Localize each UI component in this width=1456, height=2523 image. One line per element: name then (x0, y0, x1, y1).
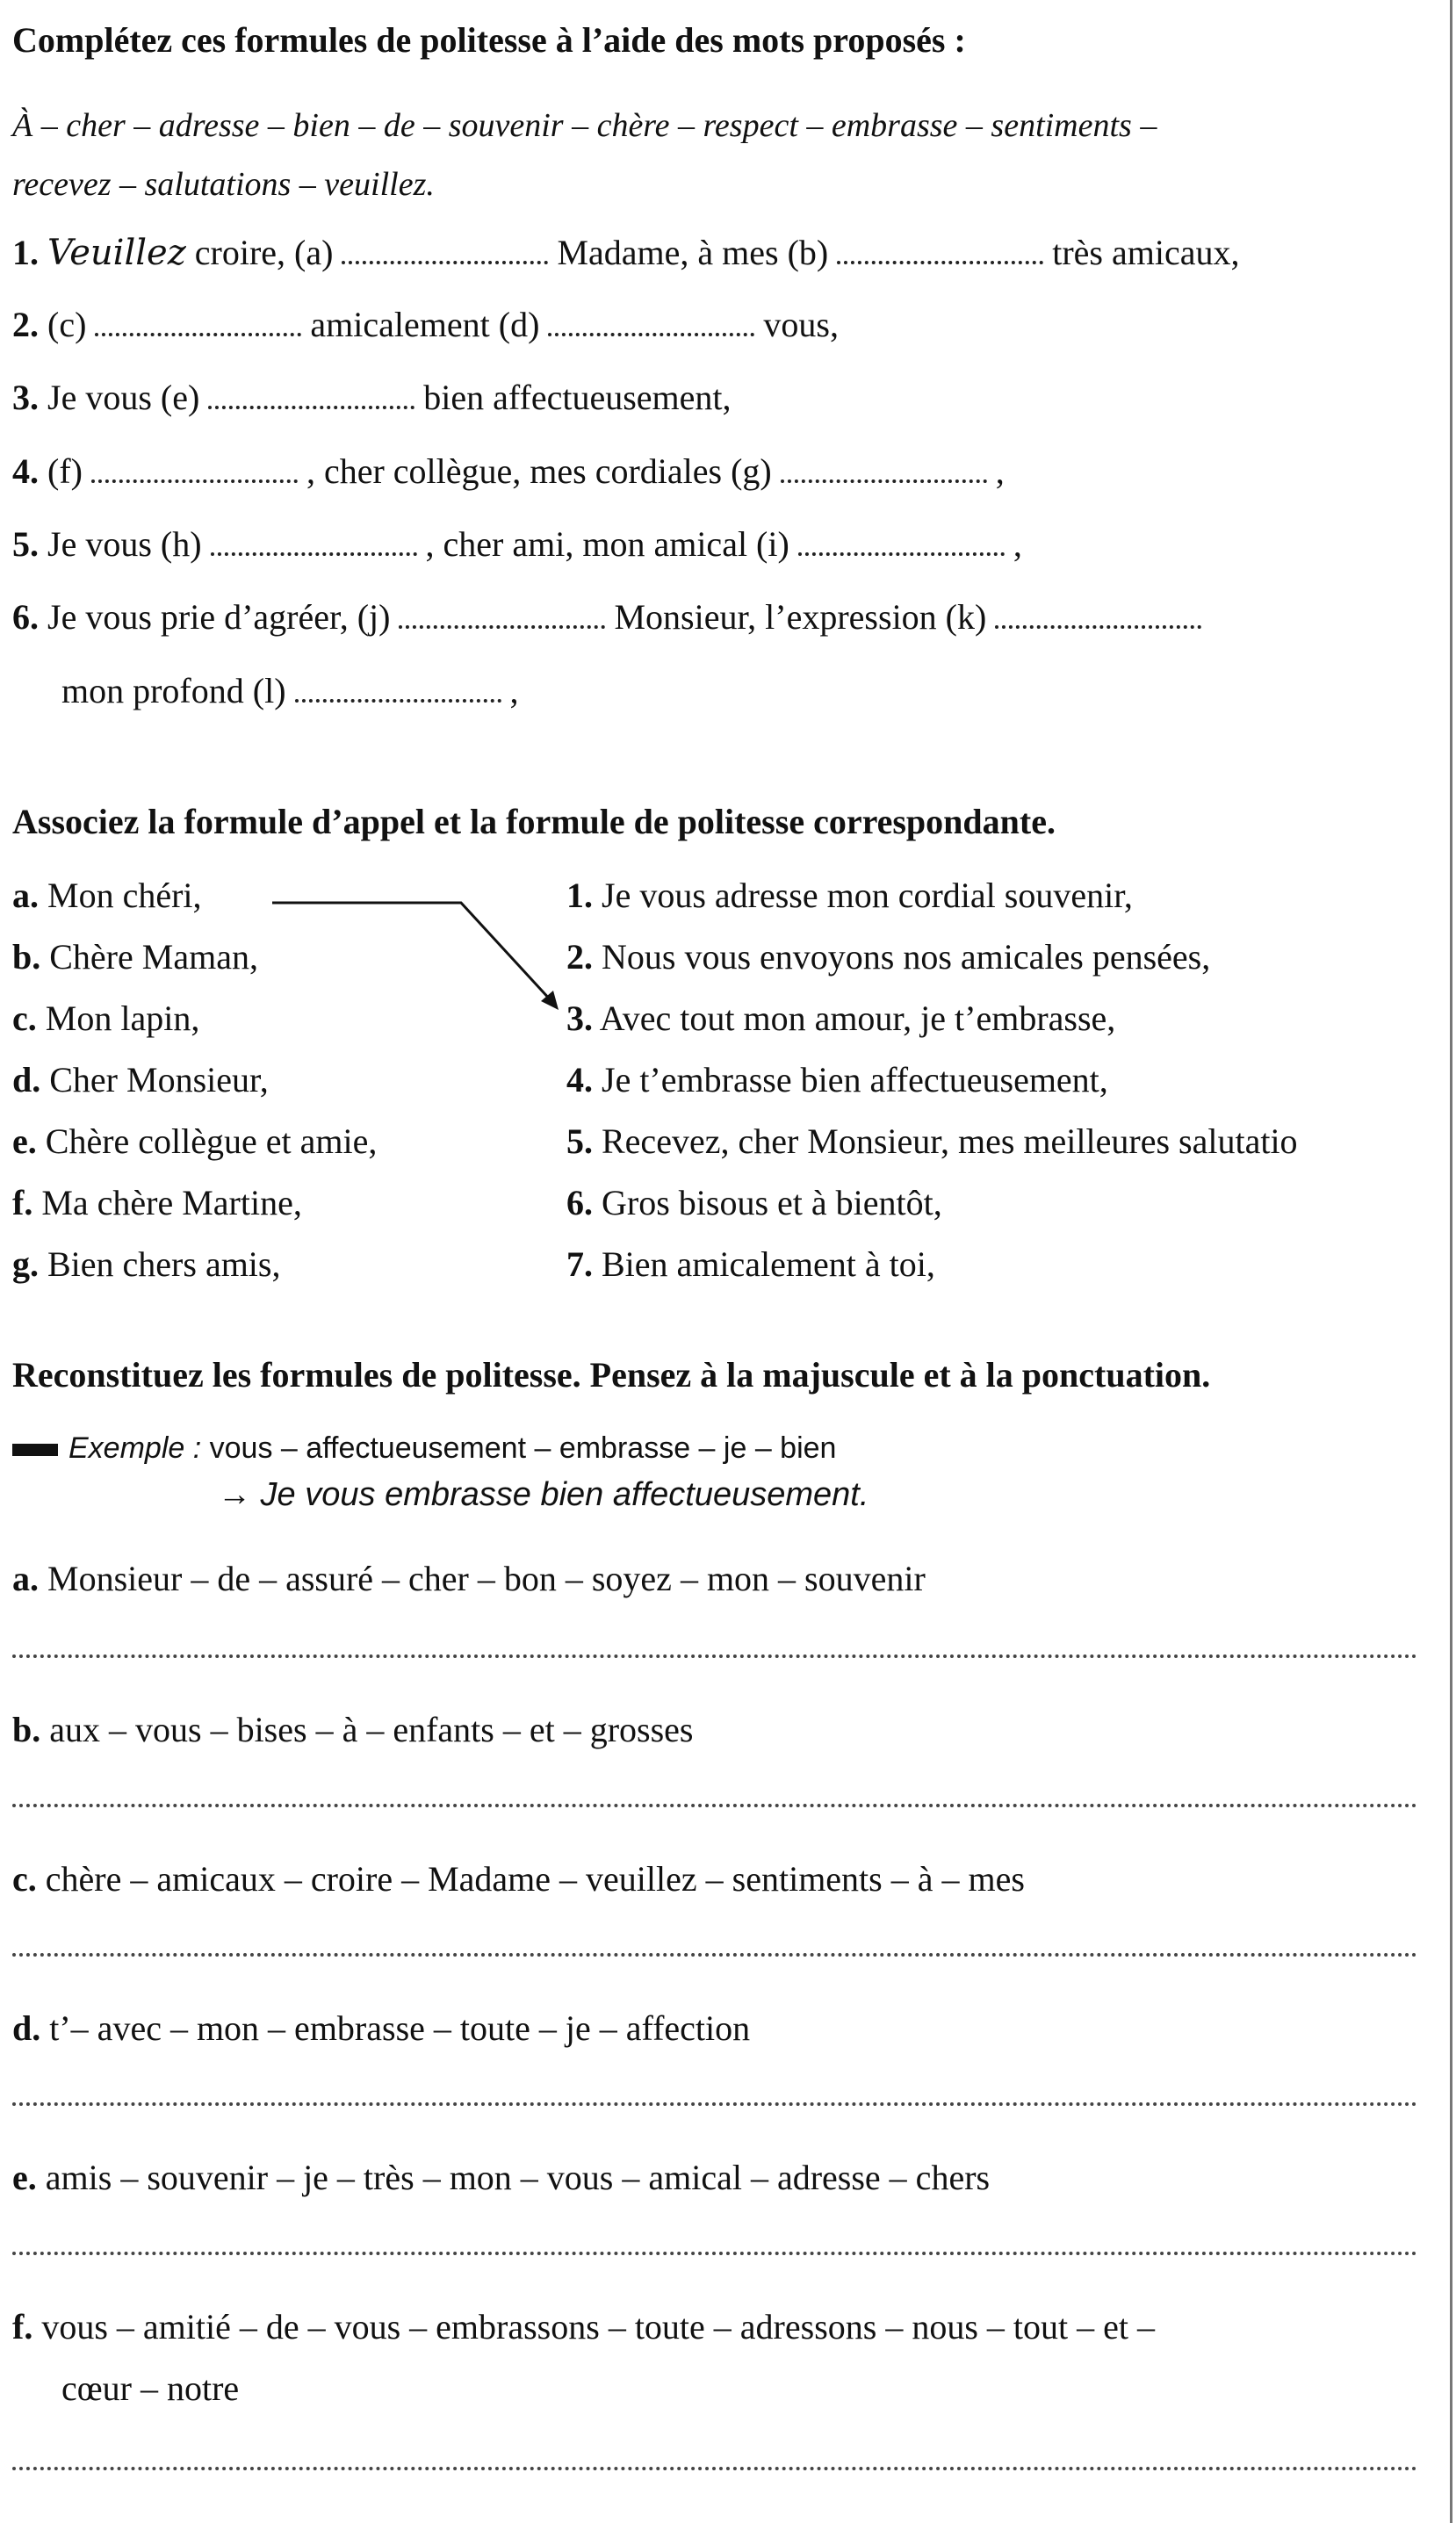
greeting-item: a. Mon chéri, (12, 876, 202, 915)
item-text: Je vous prie d’agréer, (j) (47, 597, 400, 637)
example-words: vous – affectueusement – embrasse – je – bien (201, 1431, 837, 1465)
item-text: , cher collègue, mes cordiales (g) (297, 451, 781, 491)
ex3-item-d: d. t’– avec – mon – embrasse – toute – je – affection (12, 2008, 751, 2048)
exercise3-title: Reconstituez les formules de politesse. Pensez à la majuscule et à la ponctuation. (12, 1355, 1211, 1395)
item-text: , cher ami, mon amical (i) (416, 524, 798, 564)
greeting-item: d. Cher Monsieur, (12, 1060, 269, 1099)
arrow-line (272, 903, 551, 1001)
item-text: très amicaux, (1043, 233, 1240, 272)
ex3-item-c: c. chère – amicaux – croire – Madame – veuillez – sentiments – à – mes (12, 1859, 1025, 1899)
item-number: 3. (12, 378, 39, 417)
ex3-item-f-cont: cœur – notre (61, 2368, 240, 2408)
example-answer: → Je vous embrasse bien affectueusement. (218, 1476, 869, 1513)
greeting-item: b. Chère Maman, (12, 937, 258, 977)
ex3-item-a: a. Monsieur – de – assuré – cher – bon – soyez – mon – souvenir (12, 1559, 926, 1598)
answer-line-d[interactable] (12, 2099, 1417, 2106)
greeting-item: c. Mon lapin, (12, 998, 200, 1038)
example-marker-icon (12, 1444, 58, 1456)
answer-line-e[interactable] (12, 2248, 1417, 2255)
closing-item: 4. Je t’embrasse bien affectueusement, (566, 1060, 1108, 1099)
closing-item: 3. Avec tout mon amour, je t’embrasse, (566, 998, 1116, 1038)
page-edge (1450, 0, 1452, 2523)
item-text: croire, (a) (185, 233, 342, 272)
greeting-item: f. Ma chère Martine, (12, 1183, 302, 1222)
closing-item: 7. Bien amicalement à toi, (566, 1244, 935, 1284)
item-text: bien affectueusement, (414, 378, 732, 417)
example-label: Exemple : (68, 1431, 202, 1465)
handwritten-answer: Veuillez (47, 233, 186, 273)
item-text: Je vous (e) (47, 378, 209, 417)
answer-line-a[interactable] (12, 1651, 1417, 1658)
closing-item: 6. Gros bisous et à bientôt, (566, 1183, 942, 1222)
closing-item: 1. Je vous adresse mon cordial souvenir, (566, 876, 1133, 915)
item-text: Monsieur, l’expression (k) (605, 597, 996, 637)
item-text: amicalement (d) (301, 305, 549, 344)
item-text: (c) (47, 305, 96, 344)
answer-line-c[interactable] (12, 1950, 1417, 1957)
item-text: (f) (47, 451, 91, 491)
greeting-item: e. Chère collègue et amie, (12, 1121, 378, 1161)
greeting-item: g. Bien chers amis, (12, 1244, 281, 1284)
item-number: 2. (12, 305, 39, 344)
item-text: vous, (754, 305, 839, 344)
answer-line-f[interactable] (12, 2463, 1417, 2470)
item-text: , (986, 451, 1005, 491)
item-text: mon profond (l) (61, 671, 295, 710)
closing-item: 2. Nous vous envoyons nos amicales pensées, (566, 937, 1211, 977)
item-number: 5. (12, 524, 39, 564)
item-number: 4. (12, 451, 39, 491)
item-text: , (501, 671, 519, 710)
example-line (12, 1429, 836, 1467)
answer-line-b[interactable] (12, 1800, 1417, 1807)
ex3-item-b: b. aux – vous – bises – à – enfants – et – grosses (12, 1710, 694, 1749)
ex3-item-f: f. vous – amitié – de – vous – embrassons – toute – adressons – nous – tout – et – (12, 2307, 1155, 2346)
exercise2-title: Associez la formule d’appel et la formule de politesse correspondante. (12, 802, 1056, 841)
item-text: , (1004, 524, 1022, 564)
word-bank-line2: recevez – salutations – veuillez. (12, 166, 435, 203)
item-number: 1. (12, 233, 39, 272)
ex3-item-e: e. amis – souvenir – je – très – mon – vous – amical – adresse – chers (12, 2158, 991, 2197)
closing-item: 5. Recevez, cher Monsieur, mes meilleures salutatio (566, 1121, 1298, 1161)
item-number: 6. (12, 597, 39, 637)
exercise1-title: Complétez ces formules de politesse à l’aide des mots proposés : (12, 20, 966, 60)
item-text: Je vous (h) (47, 524, 211, 564)
item-text: Madame, à mes (b) (548, 233, 838, 272)
word-bank-line1: À – cher – adresse – bien – de – souvenir – chère – respect – embrasse – sentiments – (12, 107, 1157, 144)
